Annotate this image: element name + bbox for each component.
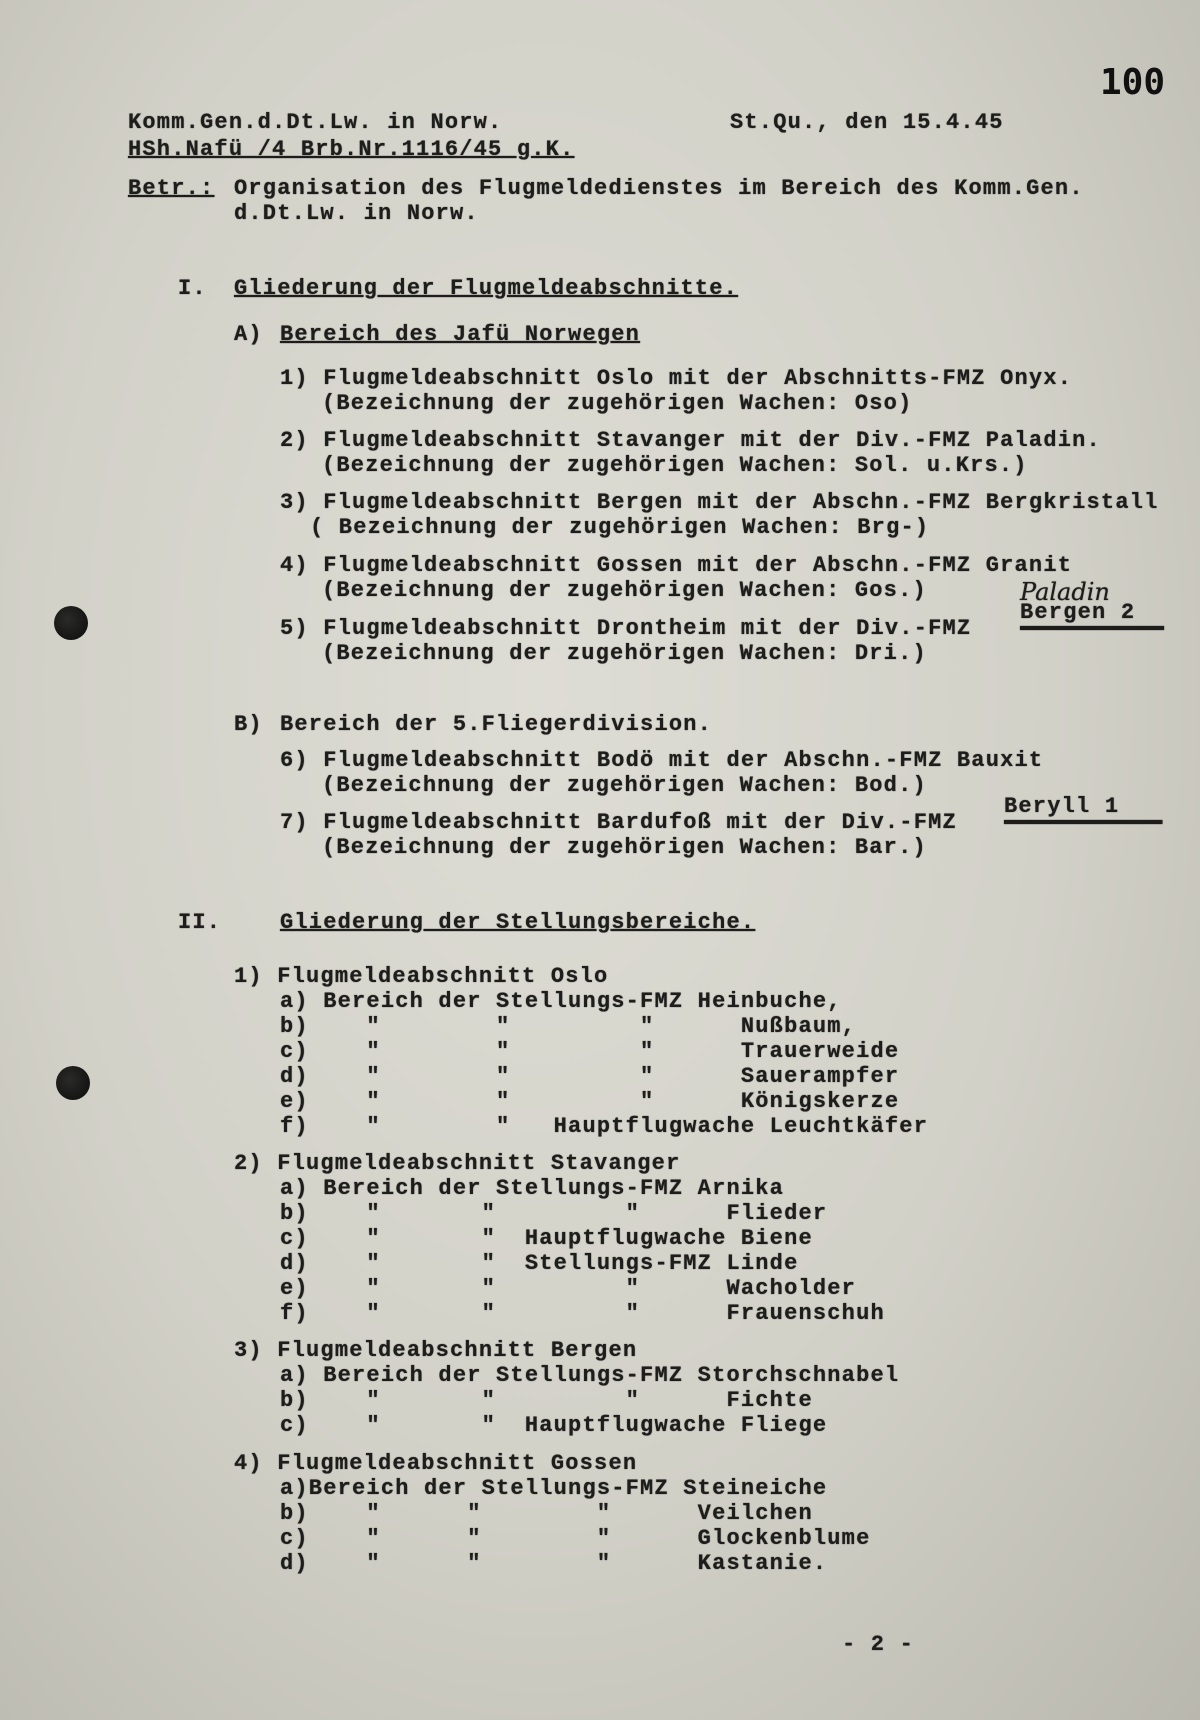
folio-number: 100 (1100, 62, 1166, 103)
table-row: c) " " " Glockenblume (280, 1526, 871, 1551)
table-row: b) " " " Nußbaum, (280, 1014, 857, 1039)
table-row: a) Bereich der Stellungs-FMZ Storchschnabel (280, 1363, 900, 1388)
table-row: f) " " Hauptflugwache Leuchtkäfer (280, 1114, 929, 1139)
section-2-numeral: II. (178, 910, 222, 935)
item-7-line-1: 7) Flugmeldeabschnitt Bardufoß mit der Div.-FMZ (280, 810, 957, 835)
punch-hole-bottom (56, 1066, 90, 1100)
part-a-title: Bereich des Jafü Norwegen (280, 322, 641, 347)
correction-item-7: Beryll 1 (1004, 794, 1120, 819)
item-4-line-1: 4) Flugmeldeabschnitt Gossen mit der Abschn.-FMZ Granit (280, 553, 1073, 578)
correction-item-5: Bergen 2 (1020, 600, 1136, 625)
place-date: St.Qu., den 15.4.45 (730, 110, 1004, 135)
table-row: b) " " " Fichte (280, 1388, 813, 1413)
part-b-title: Bereich der 5.Fliegerdivision. (280, 712, 713, 737)
table-row: e) " " " Königskerze (280, 1089, 900, 1114)
part-b-label: B) (234, 712, 263, 737)
table-row: b) " " " Flieder (280, 1201, 828, 1226)
struck-out-text (1020, 616, 1170, 642)
table-row: c) " " Hauptflugwache Fliege (280, 1413, 828, 1438)
item-1-line-2: (Bezeichnung der zugehörigen Wachen: Oso) (322, 391, 913, 416)
subject-line-1: Organisation des Flugmeldedienstes im Bereich des Komm.Gen. (234, 176, 1084, 201)
reference-line: HSh.Nafü /4 Brb.Nr.1116/45 g.K. (128, 137, 575, 162)
table-row: c) " " " Trauerweide (280, 1039, 900, 1064)
group-1-heading: 1) Flugmeldeabschnitt Oslo (234, 964, 609, 989)
table-row: e) " " " Wacholder (280, 1276, 857, 1301)
item-1-line-1: 1) Flugmeldeabschnitt Oslo mit der Abschnitts-FMZ Onyx. (280, 366, 1073, 391)
group-3-heading: 3) Flugmeldeabschnitt Bergen (234, 1338, 638, 1363)
subject-line-2: d.Dt.Lw. in Norw. (234, 201, 479, 226)
item-3-line-1: 3) Flugmeldeabschnitt Bergen mit der Abschn.-FMZ Bergkristall (280, 490, 1159, 515)
table-row: a)Bereich der Stellungs-FMZ Steineiche (280, 1476, 828, 1501)
punch-hole-top (54, 606, 88, 640)
table-row: f) " " " Frauenschuh (280, 1301, 885, 1326)
table-row: d) " " Stellungs-FMZ Linde (280, 1251, 799, 1276)
table-row: c) " " Hauptflugwache Biene (280, 1226, 813, 1251)
item-6-line-1: 6) Flugmeldeabschnitt Bodö mit der Abschn.-FMZ Bauxit (280, 748, 1044, 773)
section-1-numeral: I. (178, 276, 207, 301)
table-row: b) " " " Veilchen (280, 1501, 813, 1526)
item-2-line-2: (Bezeichnung der zugehörigen Wachen: Sol. u.Krs.) (322, 453, 1028, 478)
item-2-line-1: 2) Flugmeldeabschnitt Stavanger mit der Div.-FMZ Paladin. (280, 428, 1101, 453)
table-row: d) " " " Kastanie. (280, 1551, 828, 1576)
item-4-line-2: (Bezeichnung der zugehörigen Wachen: Gos.) (322, 578, 927, 603)
table-row: a) Bereich der Stellungs-FMZ Arnika (280, 1176, 785, 1201)
group-2-heading: 2) Flugmeldeabschnitt Stavanger (234, 1151, 681, 1176)
item-7-line-2: (Bezeichnung der zugehörigen Wachen: Bar.) (322, 835, 927, 860)
table-row: d) " " " Sauerampfer (280, 1064, 900, 1089)
item-5-line-2: (Bezeichnung der zugehörigen Wachen: Dri.) (322, 641, 927, 666)
item-6-line-2: (Bezeichnung der zugehörigen Wachen: Bod.) (322, 773, 927, 798)
page-marker: - 2 - (842, 1632, 915, 1657)
group-4-heading: 4) Flugmeldeabschnitt Gossen (234, 1451, 638, 1476)
item-5-line-1: 5) Flugmeldeabschnitt Drontheim mit der Div.-FMZ (280, 616, 972, 641)
part-a-label: A) (234, 322, 263, 347)
section-1-title: Gliederung der Flugmeldeabschnitte. (234, 276, 739, 301)
handwritten-annotation: Paladin (1020, 578, 1110, 606)
subject-label: Betr.: (128, 176, 215, 201)
section-2-title: Gliederung der Stellungsbereiche. (280, 910, 756, 935)
sender-line: Komm.Gen.d.Dt.Lw. in Norw. (128, 110, 503, 135)
item-3-line-2: ( Bezeichnung der zugehörigen Wachen: Brg-) (310, 515, 930, 540)
struck-out-text (1004, 810, 1170, 836)
table-row: a) Bereich der Stellungs-FMZ Heinbuche, (280, 989, 842, 1014)
